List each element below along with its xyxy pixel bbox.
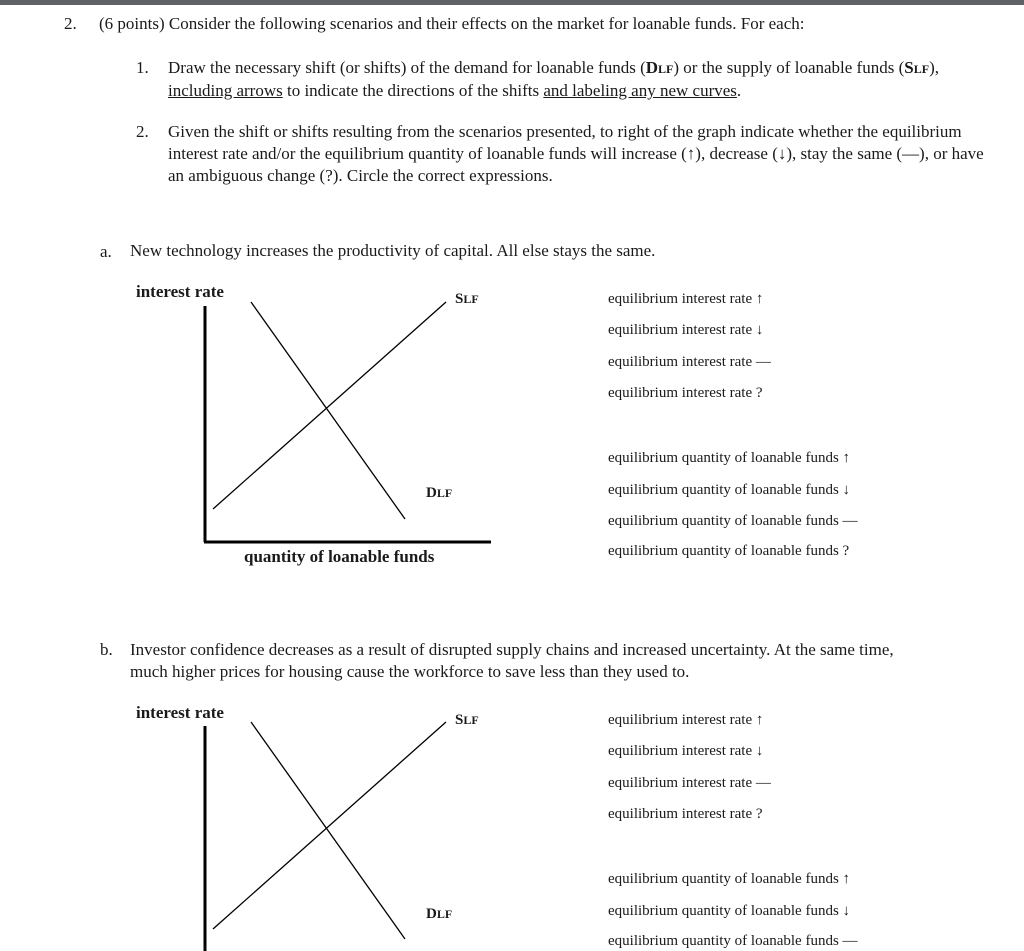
scenario-b-letter: b. — [100, 640, 113, 659]
graph-b-demand-label: DLF — [426, 906, 453, 922]
a-quantity-same-option[interactable]: equilibrium quantity of loanable funds — — [608, 513, 858, 529]
b-interest-decrease-option[interactable]: equilibrium interest rate ↓ — [608, 743, 764, 759]
question-intro: (6 points) Consider the following scenarios and their effects on the market for loanable funds. For each: — [99, 14, 805, 33]
graph-b-y-axis-label: interest rate — [136, 703, 224, 722]
graph-a-demand-label: DLF — [426, 485, 453, 501]
b-quantity-decrease-option[interactable]: equilibrium quantity of loanable funds ↓ — [608, 903, 851, 919]
b-interest-increase-option[interactable]: equilibrium interest rate ↑ — [608, 712, 764, 728]
instruction-1-number: 1. — [136, 58, 149, 77]
a-quantity-increase-option[interactable]: equilibrium quantity of loanable funds ↑ — [608, 450, 851, 466]
graph-b-supply-label: SLF — [455, 712, 479, 728]
scenario-b-text-line-1: Investor confidence decreases as a result of disrupted supply chains and increased uncertainty. At the same time, — [130, 640, 894, 659]
a-interest-ambiguous-option[interactable]: equilibrium interest rate ? — [608, 385, 763, 401]
scenario-b-text-line-2: much higher prices for housing cause the workforce to save less than they used to. — [130, 662, 690, 681]
underlined-including-arrows: including arrows — [168, 81, 283, 100]
graph-a-y-axis-label: interest rate — [136, 282, 224, 301]
instruction-2-text: Given the shift or shifts resulting from the scenarios presented, to right of the graph indicate whether the equilibrium interest rate and/or the equilibrium quantity of loanable funds will increase (↑), decrease (↓), stay the same (—), or have an ambiguous change (?). Circle the correct expressions. — [168, 122, 984, 185]
a-quantity-decrease-option[interactable]: equilibrium quantity of loanable funds ↓ — [608, 482, 851, 498]
graph-b-supply-curve[interactable] — [213, 722, 446, 929]
a-interest-increase-option[interactable]: equilibrium interest rate ↑ — [608, 291, 764, 307]
a-quantity-ambiguous-option[interactable]: equilibrium quantity of loanable funds ? — [608, 543, 850, 559]
graph-b-demand-curve[interactable] — [251, 722, 405, 939]
instruction-1-text: Draw the necessary shift (or shifts) of the demand for loanable funds (DLF) or the supply of loanable funds (SLF), including arrows to indicate the directions of the shifts and labeling any new curves. — [168, 58, 939, 100]
instruction-2-number: 2. — [136, 122, 149, 141]
question-number: 2. — [64, 14, 77, 33]
b-quantity-same-option[interactable]: equilibrium quantity of loanable funds — — [608, 933, 858, 949]
a-interest-decrease-option[interactable]: equilibrium interest rate ↓ — [608, 322, 764, 338]
b-interest-same-option[interactable]: equilibrium interest rate — — [608, 775, 771, 791]
graph-a-x-axis-label: quantity of loanable funds — [244, 547, 435, 566]
scenario-a-letter: a. — [100, 242, 112, 261]
scenario-a-text: New technology increases the productivity of capital. All else stays the same. — [130, 241, 656, 260]
b-quantity-increase-option[interactable]: equilibrium quantity of loanable funds ↑ — [608, 871, 851, 887]
underlined-labeling-new-curves: and labeling any new curves — [543, 81, 737, 100]
graph-a-supply-label: SLF — [455, 291, 479, 307]
a-interest-same-option[interactable]: equilibrium interest rate — — [608, 354, 771, 370]
b-interest-ambiguous-option[interactable]: equilibrium interest rate ? — [608, 806, 763, 822]
